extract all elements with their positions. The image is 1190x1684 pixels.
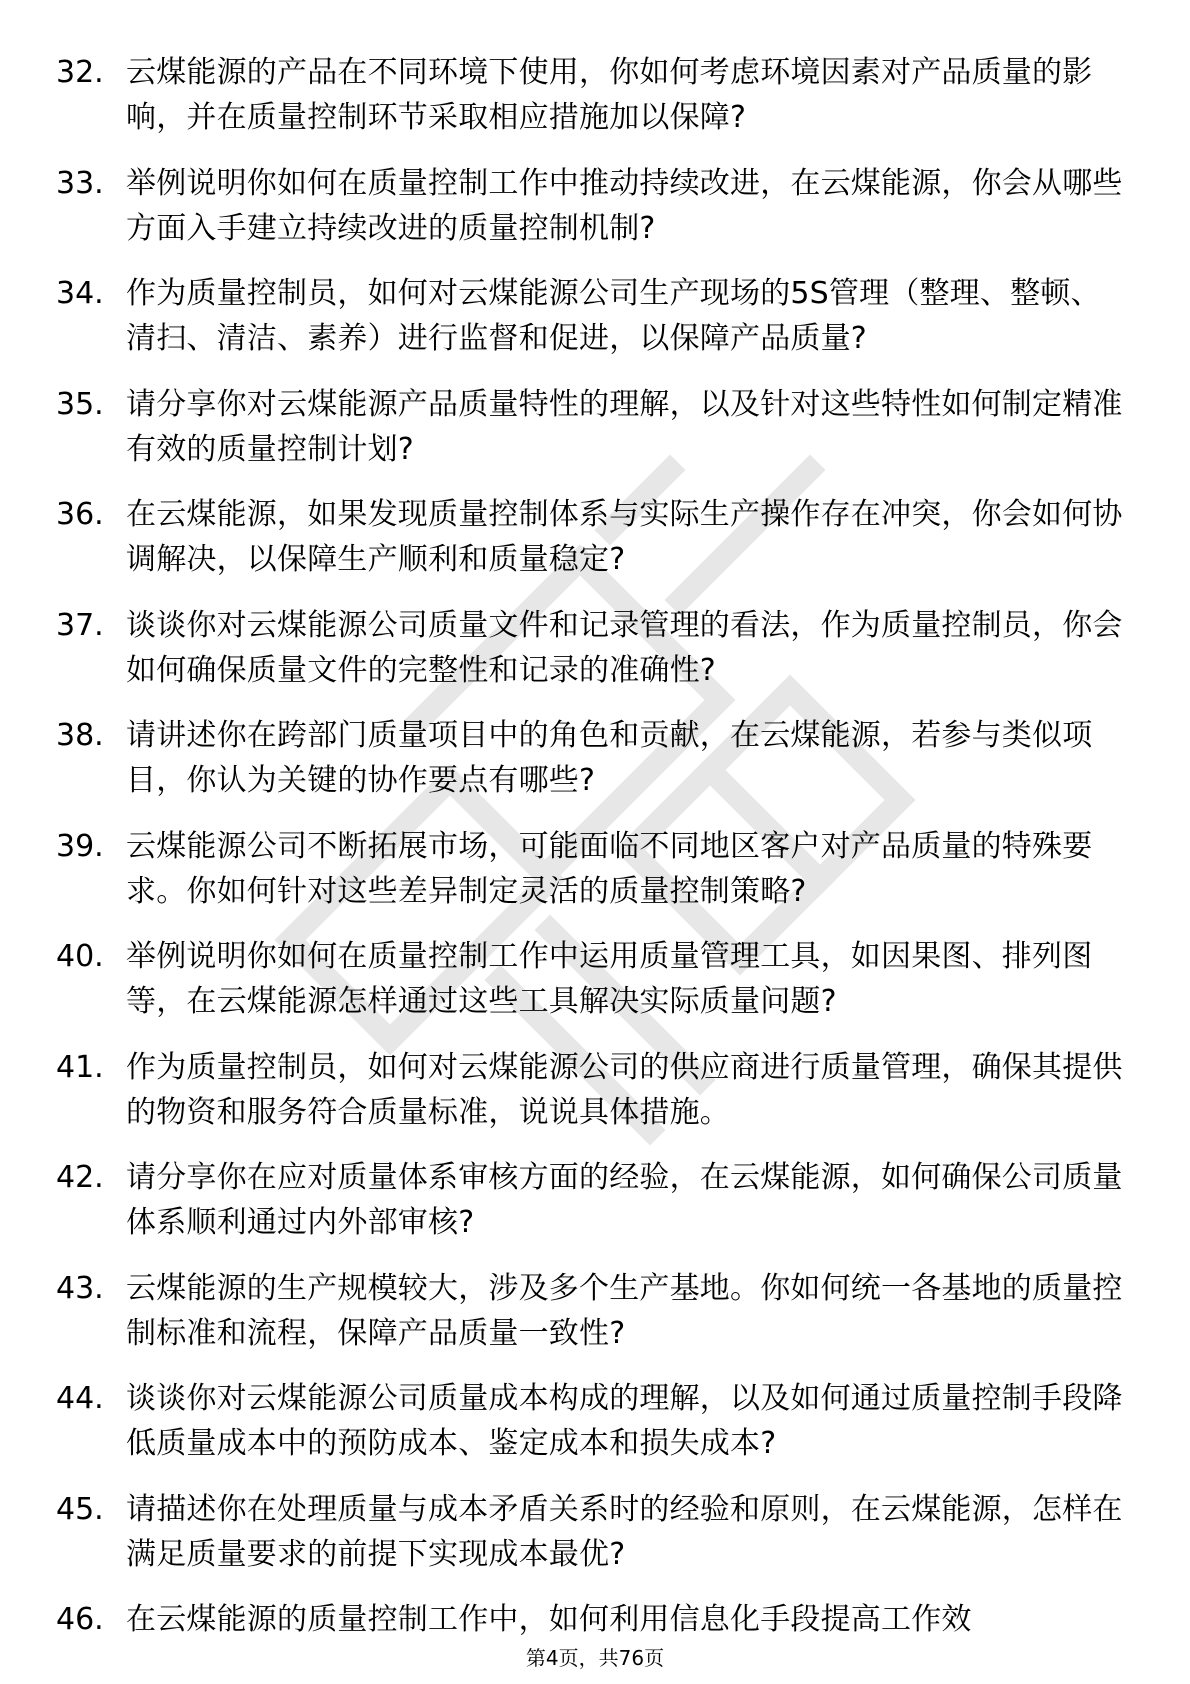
question-number: 41. <box>56 1049 104 1085</box>
list-item <box>56 1376 1136 1466</box>
list-item <box>56 382 1136 472</box>
list-item <box>56 271 1136 361</box>
page-number-footer: 第4页，共76页 <box>525 1646 665 1670</box>
question-text: 在云煤能源的质量控制工作中，如何利用信息化手段提高工作效 <box>126 1602 972 1637</box>
list-item <box>56 161 1136 251</box>
question-number: 36. <box>56 497 104 532</box>
list-item <box>56 1045 1136 1135</box>
question-text: 作为质量控制员，如何对云煤能源公司生产现场的5S管理（整理、整顿、清扫、清洁、素养）进行监督和促进，以保障产品质量? <box>126 276 1101 356</box>
question-number: 40. <box>56 939 104 974</box>
list-item <box>56 492 1136 582</box>
question-number: 44. <box>56 1381 104 1416</box>
list-item <box>56 603 1136 693</box>
question-text: 云煤能源公司不断拓展市场，可能面临不同地区客户对产品质量的特殊要求。你如何针对这些差异制定灵活的质量控制策略? <box>126 828 1093 909</box>
question-number: 34. <box>56 276 104 311</box>
question-number: 32. <box>56 55 104 90</box>
question-text: 作为质量控制员，如何对云煤能源公司的供应商进行质量管理，确保其提供的物资和服务符合质量标准，说说具体措施。 <box>126 1049 1123 1130</box>
list-item <box>56 50 1136 140</box>
question-text: 请分享你在应对质量体系审核方面的经验，在云煤能源，如何确保公司质量体系顺利通过内外部审核? <box>126 1160 1123 1240</box>
list-item <box>56 824 1136 914</box>
question-number: 46. <box>56 1602 104 1637</box>
question-text: 举例说明你如何在质量控制工作中推动持续改进，在云煤能源，你会从哪些方面入手建立持续改进的质量控制机制? <box>126 165 1123 246</box>
question-text: 云煤能源的产品在不同环境下使用，你如何考虑环境因素对产品质量的影响，并在质量控制环节采取相应措施加以保障? <box>126 55 1093 135</box>
question-number: 39. <box>56 828 104 864</box>
question-number: 38. <box>56 718 104 753</box>
question-text: 请描述你在处理质量与成本矛盾关系时的经验和原则，在云煤能源，怎样在满足质量要求的前提下实现成本最优? <box>126 1491 1123 1572</box>
list-item <box>56 1266 1136 1356</box>
question-text: 请分享你对云煤能源产品质量特性的理解，以及针对这些特性如何制定精准有效的质量控制计划? <box>126 386 1123 467</box>
question-list <box>56 50 1136 1663</box>
list-item <box>56 1487 1136 1577</box>
question-text: 谈谈你对云煤能源公司质量文件和记录管理的看法，作为质量控制员，你会如何确保质量文件的完整性和记录的准确性? <box>126 607 1123 688</box>
question-text: 在云煤能源，如果发现质量控制体系与实际生产操作存在冲突，你会如何协调解决，以保障生产顺利和质量稳定? <box>126 497 1123 577</box>
question-number: 45. <box>56 1491 104 1527</box>
list-item <box>56 713 1136 803</box>
question-number: 42. <box>56 1160 104 1195</box>
question-number: 33. <box>56 165 104 201</box>
question-number: 37. <box>56 607 104 643</box>
question-text: 云煤能源的生产规模较大，涉及多个生产基地。你如何统一各基地的质量控制标准和流程，保障产品质量一致性? <box>126 1270 1123 1351</box>
question-text: 举例说明你如何在质量控制工作中运用质量管理工具，如因果图、排列图等，在云煤能源怎样通过这些工具解决实际质量问题? <box>126 939 1093 1019</box>
question-text: 请讲述你在跨部门质量项目中的角色和贡献，在云煤能源，若参与类似项目，你认为关键的协作要点有哪些? <box>126 718 1093 798</box>
list-item <box>56 934 1136 1024</box>
list-item <box>56 1155 1136 1245</box>
question-text: 谈谈你对云煤能源公司质量成本构成的理解，以及如何通过质量控制手段降低质量成本中的预防成本、鉴定成本和损失成本? <box>126 1381 1123 1461</box>
list-item <box>56 1597 1136 1642</box>
question-number: 35. <box>56 386 104 422</box>
question-number: 43. <box>56 1270 104 1306</box>
